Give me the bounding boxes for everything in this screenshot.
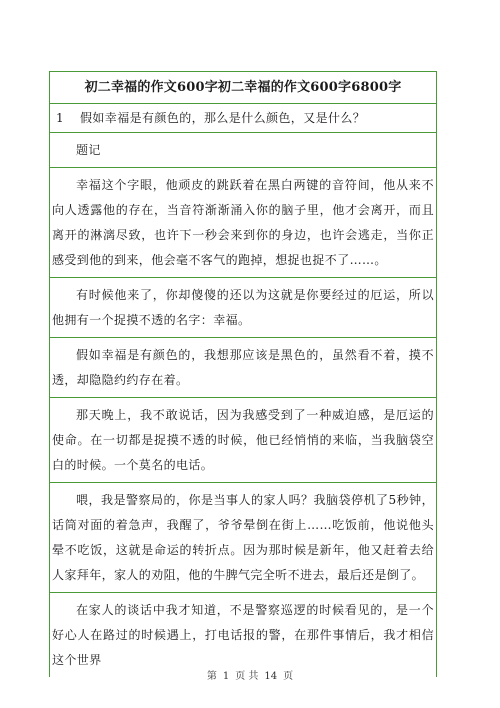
paragraph-row: 幸福这个字眼，他顽皮的跳跃着在黑白两键的音符间，他从来不向人透露他的存在，当音符渐渐涌入你的脑子里，他才会离开，而且离开的淋漓尽致，也许下一秒会来到你的身边，也许会逃走，当你正感受到他的到来，他会毫不客气的跑掉，想捉也捉不了……。 — [50, 168, 436, 278]
footer-middle: 页 共 — [235, 671, 259, 682]
question-text: 假如幸福是有颜色的，那么是什么颜色，又是什么？ — [80, 111, 366, 125]
paragraph-row: 题记 — [50, 133, 436, 168]
footer-total-pages: 14 — [264, 671, 278, 682]
footer-suffix: 页 — [283, 671, 294, 682]
paragraph-row: 那天晚上，我不敢说话，因为我感受到了一种威迫感，是厄运的使命。在一切都是捉摸不透的时候，他已经悄悄的来临，当我脑袋空白的时候。一个莫名的电话。 — [50, 398, 436, 483]
footer-prefix: 第 — [206, 671, 217, 682]
paragraph-row: 喂，我是警察局的，你是当事人的家人吗？我脑袋停机了5秒钟，话筒对面的着急声，我醒了，爷爷晕倒在街上……吃饭前，他说他头晕不吃饭，这就是命运的转折点。因为那时候是新年，他又赶着去给人家拜年，家人的劝阻，他的牛脾气完全听不进去，最后还是倒了。 — [50, 483, 436, 593]
question-number: 1 — [56, 111, 65, 125]
question-row — [50, 104, 436, 133]
footer-page-number: 1 — [222, 671, 230, 682]
page-footer — [0, 667, 500, 682]
document-table — [49, 71, 437, 677]
paragraph-row: 假如幸福是有颜色的，我想那应该是黑色的，虽然看不着，摸不透，却隐隐约约存在着。 — [50, 338, 436, 398]
document-title: 初二幸福的作文600字初二幸福的作文600字6800字 — [50, 72, 436, 104]
paragraph-row: 有时候他来了，你却傻傻的还以为这就是你要经过的厄运，所以他拥有一个捉摸不透的名字：幸福。 — [50, 278, 436, 338]
paragraph-row: 在家人的谈话中我才知道，不是警察巡逻的时候看见的，是一个好心人在路过的时候遇上，打电话报的警，在那件事情后，我才相信这个世界 — [52, 603, 434, 667]
